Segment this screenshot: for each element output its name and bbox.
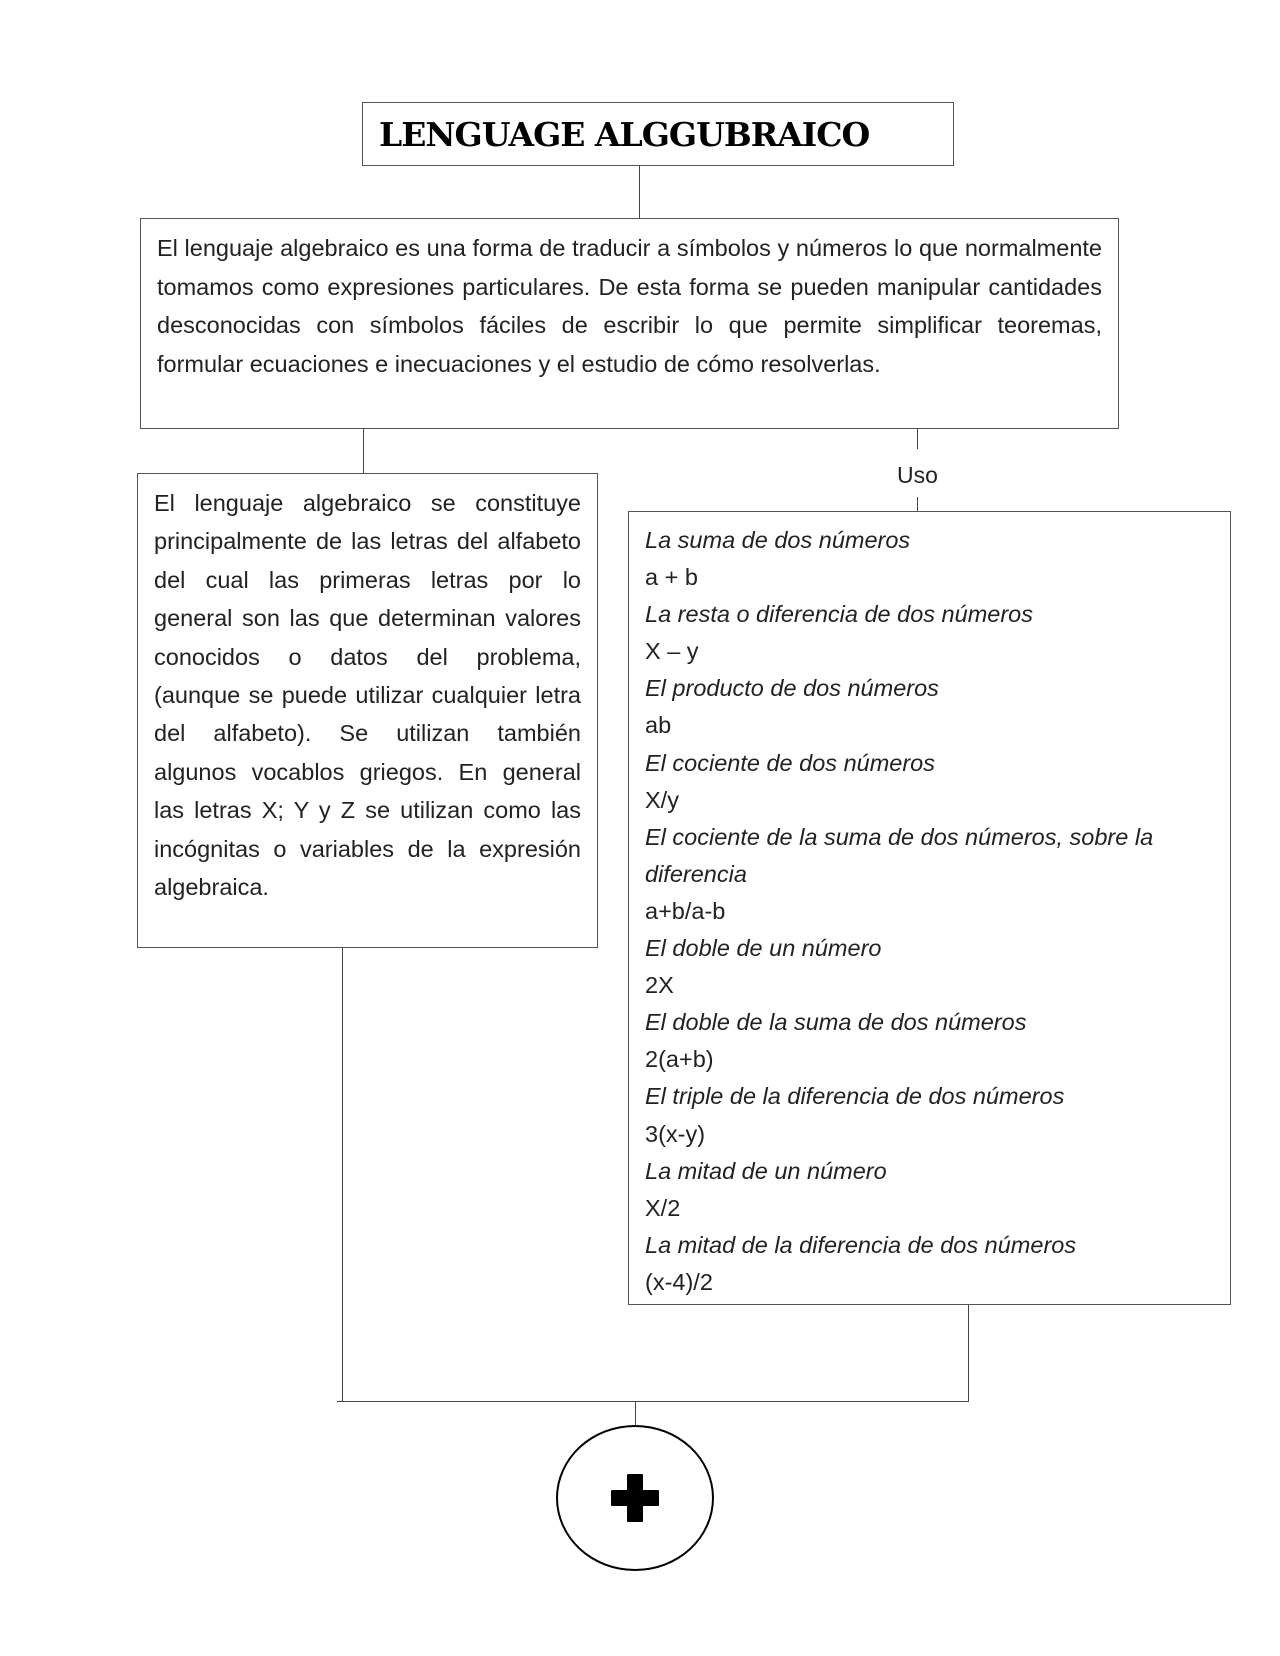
composition-box <box>137 473 598 948</box>
example-label: El cociente de dos números <box>645 749 935 776</box>
example-expression: X – y <box>645 638 699 665</box>
example-label: La mitad de la diferencia de dos números <box>645 1231 1077 1258</box>
connector-line <box>917 497 918 511</box>
connector-line <box>342 948 343 1402</box>
connector-line <box>917 429 918 449</box>
example-expression: X/y <box>645 786 679 813</box>
plus-icon <box>610 1473 660 1523</box>
example-expression: (x-4)/2 <box>645 1268 713 1295</box>
example-expression: ab <box>645 712 672 739</box>
examples-box <box>628 511 1231 1305</box>
title: LENGUAGE ALGGUBRAICO <box>379 114 870 154</box>
example-expression: 3(x-y) <box>645 1120 706 1147</box>
example-label: El doble de un número <box>645 935 882 962</box>
example-expression: 2(a+b) <box>645 1046 714 1073</box>
uso-label: Uso <box>897 462 938 488</box>
connector-line <box>639 166 640 218</box>
add-node[interactable] <box>556 1425 714 1571</box>
example-expression: 2X <box>645 972 674 999</box>
connector-line <box>337 1401 969 1402</box>
example-label: La mitad de un número <box>645 1157 887 1184</box>
connector-line <box>363 429 364 473</box>
example-label: La suma de dos números <box>645 527 911 553</box>
example-expression: X/2 <box>645 1194 681 1221</box>
example-label: El producto de dos números <box>645 675 939 702</box>
example-label: El doble de la suma de dos números <box>645 1009 1027 1036</box>
example-label: El triple de la diferencia de dos números <box>645 1083 1065 1110</box>
example-label: El cociente de la suma de dos números, sobre la diferencia <box>645 823 1154 887</box>
description-box <box>140 218 1119 429</box>
example-label: La resta o diferencia de dos números <box>645 601 1033 628</box>
description-text: El lenguaje algebraico es una forma de traducir a símbolos y números lo que normalmente tomamos como expresiones particulares. De esta forma se pueden manipular cantidades desconocidas con símbolos fáciles de escribir lo que permite simplificar teoremas, formular ecuaciones e inecuaciones y el estudio de cómo resolverlas. <box>157 235 1102 377</box>
example-expression: a+b/a-b <box>645 897 726 924</box>
connector-line <box>968 1305 969 1402</box>
title-box <box>362 102 954 166</box>
connector-line <box>635 1401 636 1426</box>
composition-text: El lenguaje algebraico se constituye principalmente de las letras del alfabeto del cual las primeras letras por lo general son las que determinan valores conocidos o datos del problema, (aunque se puede utilizar cualquier letra del alfabeto). Se utilizan también algunos vocablos griegos. En general las letras X; Y y Z se utilizan como las incógnitas o variables de la expresión algebraica. <box>154 490 581 901</box>
example-expression: a + b <box>645 564 698 591</box>
